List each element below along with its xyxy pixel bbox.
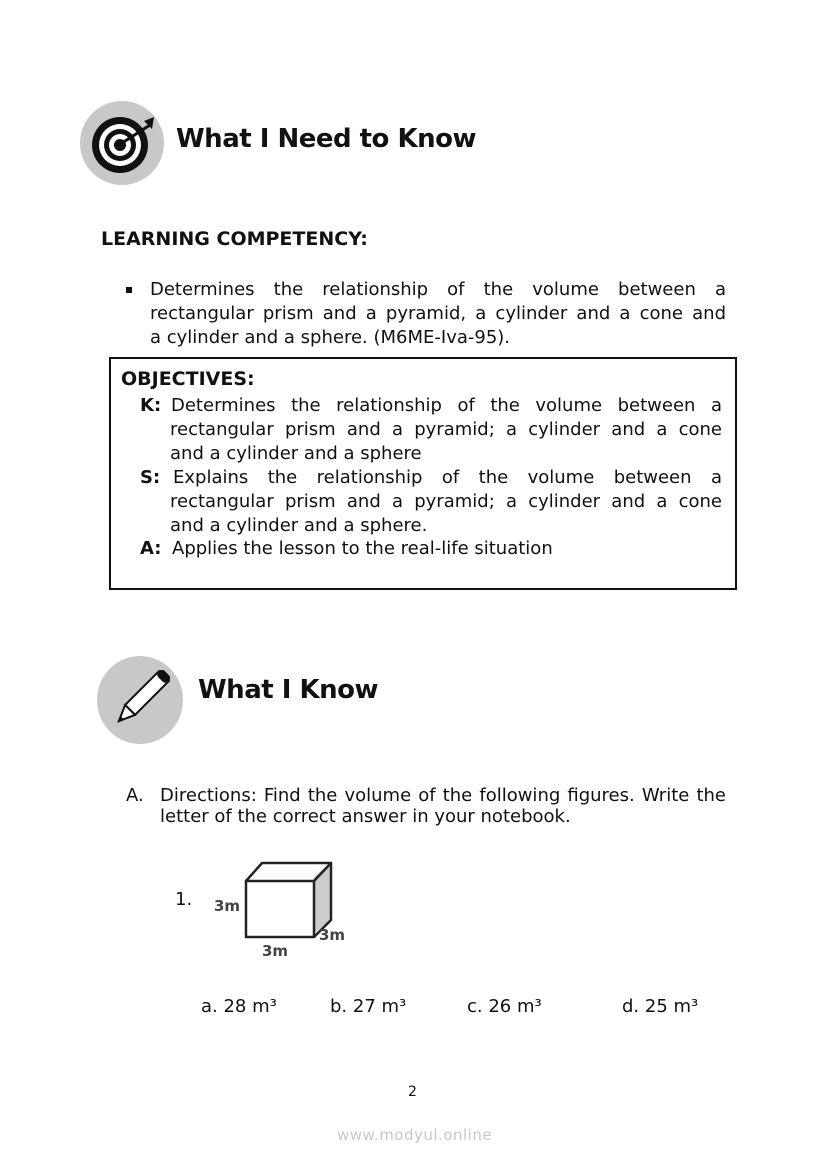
competency-line: Determines the relationship of the volume between a [150,279,726,300]
section-title-what-i-need-to-know: What I Need to Know [176,124,477,154]
question-number: 1. [175,889,193,910]
directions-line: letter of the correct answer in your notebook. [160,806,571,827]
objective-s-line: rectangular prism and a pyramid; a cylinder and a cone [170,491,722,512]
choice-b: b. 27 m³ [330,996,407,1017]
competency-line: rectangular prism and a pyramid, a cylinder and a cone and [150,303,726,324]
bullet-icon [126,287,132,293]
learning-competency-heading: LEARNING COMPETENCY: [101,228,368,250]
competency-line: a cylinder and a sphere. (M6ME-Iva-95). [150,327,511,348]
choice-c: c. 26 m³ [467,996,542,1017]
section-title-what-i-know: What I Know [198,675,378,705]
dimension-depth: 3m [319,926,346,944]
objective-s-label: S: [140,467,161,488]
dimension-width: 3m [262,942,289,960]
directions-label: A. [126,785,144,806]
directions-line: Directions: Find the volume of the following figures. Write the [160,785,726,806]
objective-a-text: Applies the lesson to the real-life situation [172,538,553,559]
objectives-heading: OBJECTIVES: [121,368,255,390]
target-icon [80,101,164,185]
objective-k-line: and a cylinder and a sphere [170,443,422,464]
watermark: www.modyul.online [337,1126,493,1144]
dimension-height: 3m [214,897,241,915]
objective-k-label: K: [140,395,162,416]
page-number: 2 [408,1084,417,1100]
pencil-icon [97,656,183,744]
objective-s-line: Explains the relationship of the volume between a [173,467,722,488]
objective-a-label: A: [140,538,162,559]
choice-a: a. 28 m³ [201,996,277,1017]
objective-k-line: Determines the relationship of the volume between a [171,395,722,416]
objective-s-line: and a cylinder and a sphere. [170,515,428,536]
objective-k-line: rectangular prism and a pyramid; a cylinder and a cone [170,419,722,440]
choice-d: d. 25 m³ [622,996,699,1017]
